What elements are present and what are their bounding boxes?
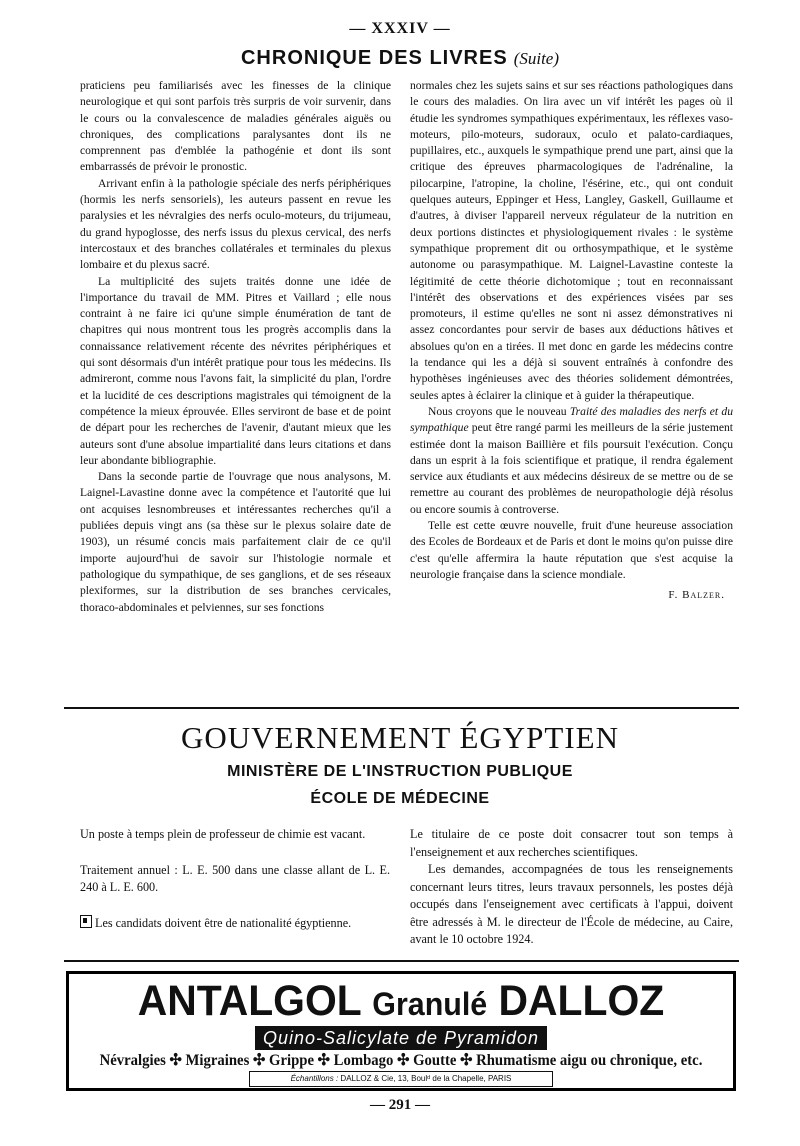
page-number-roman: — XXXIV — [349, 20, 451, 37]
announcement-column-left [80, 826, 390, 932]
review-paragraph: La multiplicité des sujets traités donne une idée de l'importance du travail de MM. Pitres et Vaillard ; elle nous contraint à ne faire ici qu'une simple énumération de tant de chapitres qui nous montrent tous les progrès accomplis dans la connaissance relativement récente des névrites périphériques et qui sont désormais d'un intérêt pratique pour tous les médecins. Ils admireront, comme nous l'avons fait, la simplicité du plan, l'ordre et la lucidité de ces descriptions magistrales qui témoignent de la compétence la mieux éprouvée. Elles serviront de base et de point de départ pour les recherches de l'avenir, d'autant mieux que les auteurs sont d'une absolue impartialité dans leurs citations et dans leur abondante bibliographie. [80, 274, 391, 467]
page-number: — 291 — [370, 1097, 430, 1113]
review-column-left [80, 78, 391, 616]
advert-headline [86, 976, 717, 1029]
review-column-right [410, 78, 733, 604]
announcement-paragraph: Le titulaire de ce poste doit consacrer tout son temps à l'enseignement et aux recherches scientifiques. [410, 827, 733, 859]
advert-symptoms: Névralgies ✣ Migraines ✣ Grippe ✣ Lombago ✣ Goutte ✣ Rhumatisme aigu ou chronique, etc. [99, 1052, 703, 1069]
review-paragraph: praticiens peu familiarisés avec les finesses de la clinique neurologique et qui sont parfois très surpris de voir survenir, dans le cours ou la convalescence de maladies générales aiguës ou chroniques, des complications paralysantes dont ils ne comprennent pas d'emblée la pathogénie et dont ils sont embarrassés de prévoir le pronostic. [80, 79, 391, 174]
announcement-text: Les candidats doivent être de nationalité égyptienne. [95, 915, 352, 930]
review-text: peut être rangé parmi les meilleurs de la série justement estimée dont la maison Baillière et fils poursuit l'exécution. Conçu dans un esprit à la fois scientifique et pratique, il rendra également service aux étudiants et aux médecins désireux de se mettre ou de se remettre au courant des problèmes de neuropathologie déjà résolus ou encore soumis à controverse. [410, 421, 733, 516]
review-paragraph: Arrivant enfin à la pathologie spéciale des nerfs périphériques (hormis les nerfs sensoriels), les auteurs passent en revue les paralysies et les névralgies des nerfs oculo-moteurs, du trijumeau, du grand hypoglosse, des nerfs issus du plexus cervical, des nerfs intercostaux et des branches collatérales et terminales du plexus lombaire et du plexus sacré. [80, 176, 391, 272]
advert-tagline: Quino-Salicylate de Pyramidon [255, 1026, 547, 1050]
book-title: Traité des maladies des nerfs et du sympathique [410, 404, 733, 435]
divider-rule [64, 707, 739, 709]
announcement-column-right [410, 826, 733, 949]
announcement-ministry: MINISTÈRE DE L'INSTRUCTION PUBLIQUE [227, 763, 573, 780]
advert-granule: Granulé [372, 986, 488, 1022]
advert-maker: DALLOZ [498, 977, 665, 1025]
review-paragraph [410, 404, 733, 518]
section-title-text: CHRONIQUE DES LIVRES [240, 47, 508, 69]
pointing-hand-icon [80, 915, 92, 928]
announcement-title: GOUVERNEMENT ÉGYPTIEN [180, 720, 620, 755]
advert-address-text: DALLOZ & Cie, 13, Boulᵈ de la Chapelle, PARIS [340, 1074, 512, 1083]
section-title-suffix: (Suite) [513, 49, 560, 68]
announcement-paragraph [80, 915, 390, 933]
advert-brand: ANTALGOL [137, 977, 361, 1025]
review-signature [410, 587, 733, 603]
section-title [0, 47, 800, 70]
advert-address [249, 1071, 553, 1087]
signature-text: F. Balzer. [668, 589, 725, 602]
advert-samples-label: Échantillons : [290, 1074, 339, 1083]
review-paragraph: Telle est cette œuvre nouvelle, fruit d'une heureuse association des Ecoles de Bordeaux et de Paris et dont le moins qu'on puisse dire c'est qu'elle affermira la haute réputation que s'est acquise la neurologie française dans la science mondiale. [410, 519, 733, 581]
review-paragraph: normales chez les sujets sains et sur ses réactions pathologiques dans le cours des maladies. On lira avec un vif intérêt les pages où il étudie les syndromes sympathiques expérimentaux, les réflexes vaso-moteurs, pilo-moteurs, sudoraux, oculo et palato-cardiaques, pupillaires, etc., auxquels le sympathique prend une part, ainsi que la critique des épreuves pharmacologiques de l'adrénaline, la pilocarpine, l'atropine, la choline, l'ésérine, etc., qui ont conduit quelques auteurs, Eppinger et Hess, Langley, Gaskell, Guillaume et d'autres, à diviser l'appareil nerveux régulateur de la nutrition en deux portions distinctes et physiologiquement rivales : le système sympathique proprement dit ou orthosympathique, et le système autonome ou parasympathique. M. Laignel-Lavastine conteste la légitimité de cette théorie dichotomique ; tout en reconnaissant l'intérêt des observations et des expériences visées par ses promoteurs, il estime qu'elles ne sont ni assez démonstratives ni assez concordantes pour servir de bases aux déductions hâtives et absolues qu'on en a tirées. Il met donc en garde les médecins contre la tendance qui les a déjà si souvent entraînés à confondre des hypothèses ingénieuses avec des théories solidement démontrées, seules aptes à éclairer la clinique et à guider la thérapeutique. [410, 79, 733, 402]
announcement-paragraph: Un poste à temps plein de professeur de chimie est vacant. [80, 827, 366, 841]
antalgol-advert [66, 971, 736, 1091]
review-paragraph: Dans la seconde partie de l'ouvrage que nous analysons, M. Laignel-Lavastine donne avec la compétence et l'autorité que lui ont acquises lesnombreuses et intéressantes recherches qu'il a publiées depuis vingt ans (sa thèse sur le plexus solaire date de 1903), un résumé concis mais parfaitement clair de ce qu'il importe aujourd'hui de savoir sur l'histologie normale et pathologique du sympathique, de ses ganglions, et de ses réseaux plexiformes, sur la distribution de ses branches cervicales, thoraco-abdominales et pelviennes, sur ses fonctions [80, 470, 391, 614]
divider-rule [64, 960, 739, 962]
review-text: Nous croyons que le nouveau [428, 404, 570, 418]
announcement-paragraph: Traitement annuel : L. E. 500 dans une classe allant de L. E. 240 à L. E. 600. [80, 862, 390, 894]
announcement-paragraph: Les demandes, accompagnées de tous les renseignements concernant leurs titres, leurs travaux personnels, les postes déjà occupés dans l'enseignement avec certificats à l'appui, doivent être adressés à M. le directeur de l'École de médecine, au Caire, avant le 10 octobre 1924. [410, 862, 733, 946]
announcement-school: ÉCOLE DE MÉDECINE [310, 790, 490, 807]
